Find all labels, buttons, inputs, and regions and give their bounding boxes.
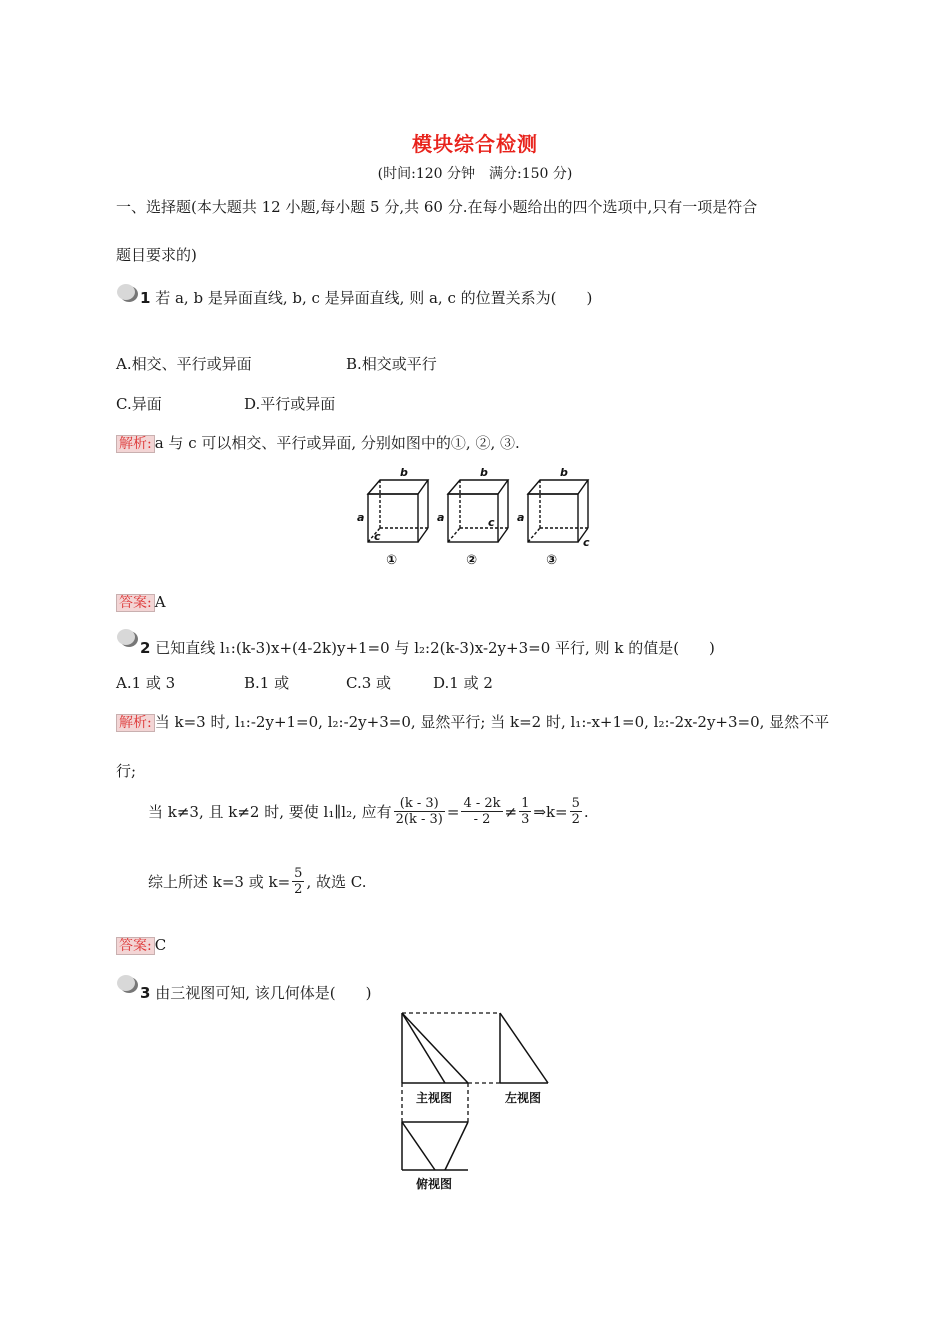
cube3-number: ③ bbox=[546, 553, 558, 568]
section-heading-line1: 一、选择题(本大题共 12 小题,每小题 5 分,共 60 分.在每小题给出的四个选项中,只有一项是符合 bbox=[116, 198, 758, 216]
question-badge-icon bbox=[116, 974, 138, 994]
q1-option-b: B.相交或平行 bbox=[346, 355, 437, 373]
q2-line4-text: 综上所述 k=3 或 k= bbox=[148, 873, 291, 891]
q2-analysis-line3 bbox=[148, 796, 589, 827]
cube1-number: ① bbox=[386, 553, 398, 568]
cube2-label-b: b bbox=[480, 466, 488, 479]
fraction-4-denominator: 2 bbox=[571, 812, 580, 827]
fraction-3 bbox=[519, 796, 531, 827]
fraction-2 bbox=[461, 796, 502, 827]
analysis-label: 解析: bbox=[116, 714, 155, 732]
page-subtitle: (时间:120 分钟 满分:150 分) bbox=[377, 166, 573, 182]
q1-cube-figure bbox=[352, 464, 602, 572]
q1-analysis-text: a 与 c 可以相交、平行或异面, 分别如图中的①, ②, ③. bbox=[154, 434, 520, 452]
cube1-label-c: c bbox=[374, 530, 381, 543]
q2-answer bbox=[116, 935, 166, 955]
analysis-label: 解析: bbox=[116, 435, 155, 453]
cube1-label-b: b bbox=[400, 466, 408, 479]
cube2-label-a: a bbox=[437, 511, 445, 524]
cube2-label-c: c bbox=[488, 516, 495, 529]
question-2-number: 2 bbox=[140, 639, 151, 657]
section-heading-line2: 题目要求的) bbox=[116, 246, 197, 264]
question-3 bbox=[140, 982, 371, 1003]
side-view-label: 左视图 bbox=[505, 1091, 542, 1105]
q3-three-view-figure bbox=[390, 1005, 560, 1195]
cube3-label-b: b bbox=[560, 466, 568, 479]
q1-answer-value: A bbox=[154, 593, 166, 611]
question-3-number: 3 bbox=[140, 984, 151, 1002]
q1-option-a: A.相交、平行或异面 bbox=[116, 355, 252, 373]
answer-label: 答案: bbox=[116, 594, 155, 612]
question-1-number: 1 bbox=[140, 289, 151, 307]
question-2 bbox=[140, 637, 715, 658]
question-1-stem: 若 a, b 是异面直线, b, c 是异面直线, 则 a, c 的位置关系为( ) bbox=[155, 289, 593, 307]
q2-line3-text: 当 k≠3, 且 k≠2 时, 要使 l₁∥l₂, 应有 bbox=[148, 803, 392, 821]
not-equal-sign: ≠ bbox=[504, 802, 518, 821]
q2-analysis-line2: 行; bbox=[116, 762, 137, 780]
cube1-label-a: a bbox=[357, 511, 365, 524]
top-view-label: 俯视图 bbox=[416, 1177, 453, 1191]
question-3-stem: 由三视图可知, 该几何体是( ) bbox=[155, 984, 372, 1002]
front-view-label: 主视图 bbox=[416, 1091, 453, 1105]
fraction-1-denominator: 2(k - 3) bbox=[395, 812, 443, 827]
q2-option-d: D.1 或 2 bbox=[433, 674, 493, 692]
fraction-4-numerator: 5 bbox=[571, 796, 580, 811]
implies-text: ⇒k= bbox=[533, 802, 568, 821]
equals-sign: = bbox=[446, 802, 460, 821]
fraction-1 bbox=[394, 796, 445, 827]
q2-answer-value: C bbox=[154, 936, 167, 954]
q2-option-a: A.1 或 3 bbox=[116, 674, 176, 692]
q2-line4-conclusion: , 故选 C. bbox=[306, 873, 367, 891]
answer-label: 答案: bbox=[116, 937, 155, 955]
question-2-stem: 已知直线 l₁:(k-3)x+(4-2k)y+1=0 与 l₂:2(k-3)x-2y+3=0 平行, 则 k 的值是( ) bbox=[155, 639, 715, 657]
q1-option-c: C.异面 bbox=[116, 395, 162, 413]
q2-analysis bbox=[116, 711, 829, 732]
fraction-3-denominator: 3 bbox=[521, 812, 530, 827]
fraction-3-numerator: 1 bbox=[521, 796, 530, 811]
question-badge-icon bbox=[116, 628, 138, 648]
period: . bbox=[583, 802, 589, 821]
question-badge-icon bbox=[116, 283, 138, 303]
fraction-1-numerator: (k - 3) bbox=[394, 796, 445, 812]
q1-answer bbox=[116, 592, 166, 612]
q1-option-d: D.平行或异面 bbox=[244, 395, 336, 413]
q2-analysis-line4 bbox=[148, 866, 366, 897]
fraction-5-denominator: 2 bbox=[294, 882, 303, 897]
q2-option-c: C.3 或 bbox=[346, 674, 392, 692]
fraction-5-numerator: 5 bbox=[294, 866, 303, 881]
fraction-2-numerator: 4 - 2k bbox=[463, 796, 501, 811]
cube3-label-a: a bbox=[517, 511, 525, 524]
q2-option-b: B.1 或 bbox=[244, 674, 290, 692]
question-1 bbox=[140, 287, 592, 308]
q2-analysis-line1: 当 k=3 时, l₁:-2y+1=0, l₂:-2y+3=0, 显然平行; 当 k=2 时, l₁:-x+1=0, l₂:-2x-2y+3=0, 显然不平 bbox=[154, 713, 830, 731]
fraction-4 bbox=[570, 796, 582, 827]
q1-analysis bbox=[116, 432, 520, 453]
page-title: 模块综合检测 bbox=[412, 132, 538, 156]
cube3-label-c: c bbox=[583, 536, 590, 549]
fraction-2-denominator: - 2 bbox=[473, 812, 491, 827]
fraction-5 bbox=[292, 866, 304, 897]
cube2-number: ② bbox=[466, 553, 478, 568]
